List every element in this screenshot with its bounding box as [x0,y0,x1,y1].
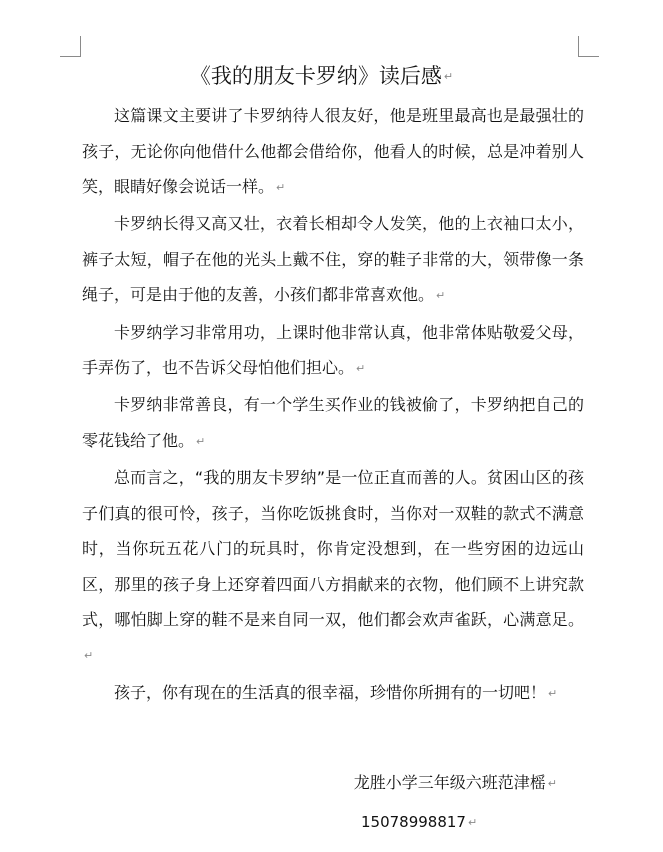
paragraph-mark: ↵ [467,815,478,829]
paragraph-3[interactable] [82,315,584,387]
author-signature-text[interactable]: 龙胜小学三年级六班范津榣 [353,773,546,792]
paragraph-mark: ↵ [356,361,366,375]
page-corner-mark-top-left [60,36,81,57]
paragraph-1[interactable] [82,98,584,205]
paragraph-6[interactable] [82,675,584,711]
phone-number[interactable] [361,809,477,836]
paragraph-text[interactable]: 卡罗纳长得又高又壮，衣着长相却令人发笑，他的上衣袖口太小，裤子太短，帽子在他的光头上戴不住，穿的鞋子非常的大，领带像一条绳子，可是由于他的友善，小孩们都非常喜欢他。 [82,214,584,305]
paragraph-5[interactable] [82,460,584,674]
phone-number-text[interactable]: 15078998817 [361,813,466,831]
paragraph-2[interactable] [82,206,584,313]
paragraph-mark: ↵ [84,649,94,663]
paragraph-mark: ↵ [276,180,286,194]
paragraph-mark: ↵ [547,776,557,790]
paragraph-text[interactable]: 总而言之，“我的朋友卡罗纳”是一位正直而善的人。贫困山区的孩子们真的很可怜，孩子，当你吃饭挑食时，当你对一双鞋的款式不满意时，当你玩五花八门的玩具时，你肯定没想到，在一些穷困的边远山区，那里的孩子身上还穿着四面八方捐献来的衣物，他们顾不上讲究款式，哪怕脚上穿的鞋不是来自同一双，他们都会欢声雀跃，心满意足。 [82,468,584,629]
paragraph-text[interactable]: 孩子，你有现在的生活真的很幸福，珍惜你所拥有的一切吧！ [114,682,547,702]
page-corner-mark-top-right [578,36,599,57]
paragraph-mark: ↵ [196,434,206,448]
document-body[interactable] [82,98,584,712]
paragraph-text[interactable]: 卡罗纳非常善良，有一个学生买作业的钱被偷了，卡罗纳把自己的零花钱给了他。 [82,395,584,450]
paragraph-mark: ↵ [548,686,558,700]
author-signature[interactable] [354,769,557,798]
paragraph-4[interactable] [82,387,584,459]
paragraph-mark: ↵ [436,289,446,302]
document-title-text[interactable]: 《我的朋友卡罗纳》读后感 [189,64,442,88]
document-title[interactable] [0,60,643,93]
paragraph-text[interactable]: 卡罗纳学习非常用功，上课时他非常认真，他非常体贴敬爱父母，手弄伤了，也不告诉父母怕他们担心。 [82,322,584,377]
paragraph-text[interactable]: 这篇课文主要讲了卡罗纳待人很友好，他是班里最高也是最强壮的孩子，无论你向他借什么他都会借给你，他看人的时候，总是冲着别人笑，眼睛好像会说话一样。 [82,106,584,196]
paragraph-mark: ↵ [443,70,454,83]
